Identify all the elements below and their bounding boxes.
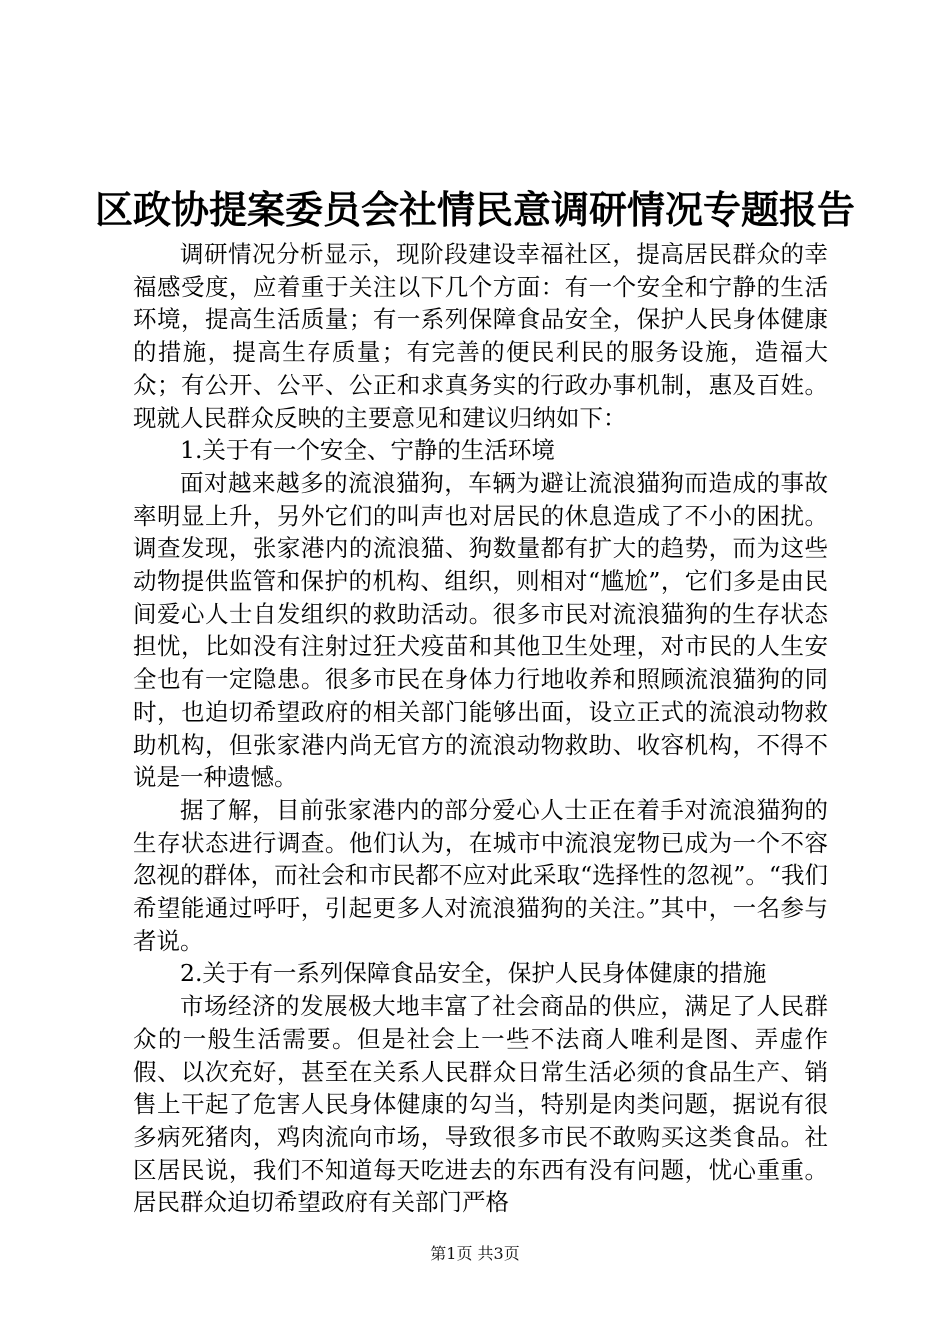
section-heading-1: 1.关于有一个安全、宁静的生活环境 (180, 436, 555, 465)
paragraph-stray-animals: 面对越来越多的流浪猫狗，车辆为避让流浪猫狗而造成的事故率明显上升，另外它们的叫声也对居民的休息造成了不小的困扰。调查发现，张家港内的流浪猫、狗数量都有扩大的趋势，而为这些动物提供监管和保护的机构、组织，则相对“尴尬”，它们多是由民间爱心人士自发组织的救助活动。很多市民对流浪猫狗的生存状态担忧，比如没有注射过狂犬疫苗和其他卫生处理，对市民的人生安全也有一定隐患。很多市民在身体力行地收养和照顾流浪猫狗的同时，也迫切希望政府的相关部门能够出面，设立正式的流浪动物救助机构，但张家港内尚无官方的流浪动物救助、收容机构，不得不说是一种遗憾。 (133, 468, 828, 792)
paragraph-intro: 调研情况分析显示，现阶段建设幸福社区，提高居民群众的幸福感受度，应着重于关注以下几个方面：有一个安全和宁静的生活环境，提高生活质量；有一系列保障食品安全，保护人民身体健康的措施，提高生存质量；有完善的便民利民的服务设施，造福大众；有公开、公平、公正和求真务实的行政办事机制，惠及百姓。现就人民群众反映的主要意见和建议归纳如下： (133, 240, 828, 432)
page-footer: 第1页 共3页 (430, 1244, 520, 1263)
paragraph-volunteers: 据了解，目前张家港内的部分爱心人士正在着手对流浪猫狗的生存状态进行调查。他们认为，在城市中流浪宠物已成为一个不容忽视的群体，而社会和市民都不应对此采取“选择性的忽视”。“我们希望能通过呼吁，引起更多人对流浪猫狗的关注。”其中，一名参与者说。 (133, 795, 828, 955)
document-body (133, 238, 828, 1219)
paragraph-food-safety: 市场经济的发展极大地丰富了社会商品的供应，满足了人民群众的一般生活需要。但是社会上一些不法商人唯利是图、弄虚作假、以次充好，甚至在关系人民群众日常生活必须的食品生产、销售上干起了危害人民身体健康的勾当，特别是肉类问题，据说有很多病死猪肉，鸡肉流向市场，导致很多市民不敢购买这类食品。社区居民说，我们不知道每天吃进去的东西有没有问题，忧心重重。居民群众迫切希望政府有关部门严格 (133, 992, 828, 1217)
document-title: 区政协提案委员会社情民意调研情况专题报告 (94, 187, 855, 232)
section-heading-2: 2.关于有一系列保障食品安全，保护人民身体健康的措施 (180, 959, 767, 988)
